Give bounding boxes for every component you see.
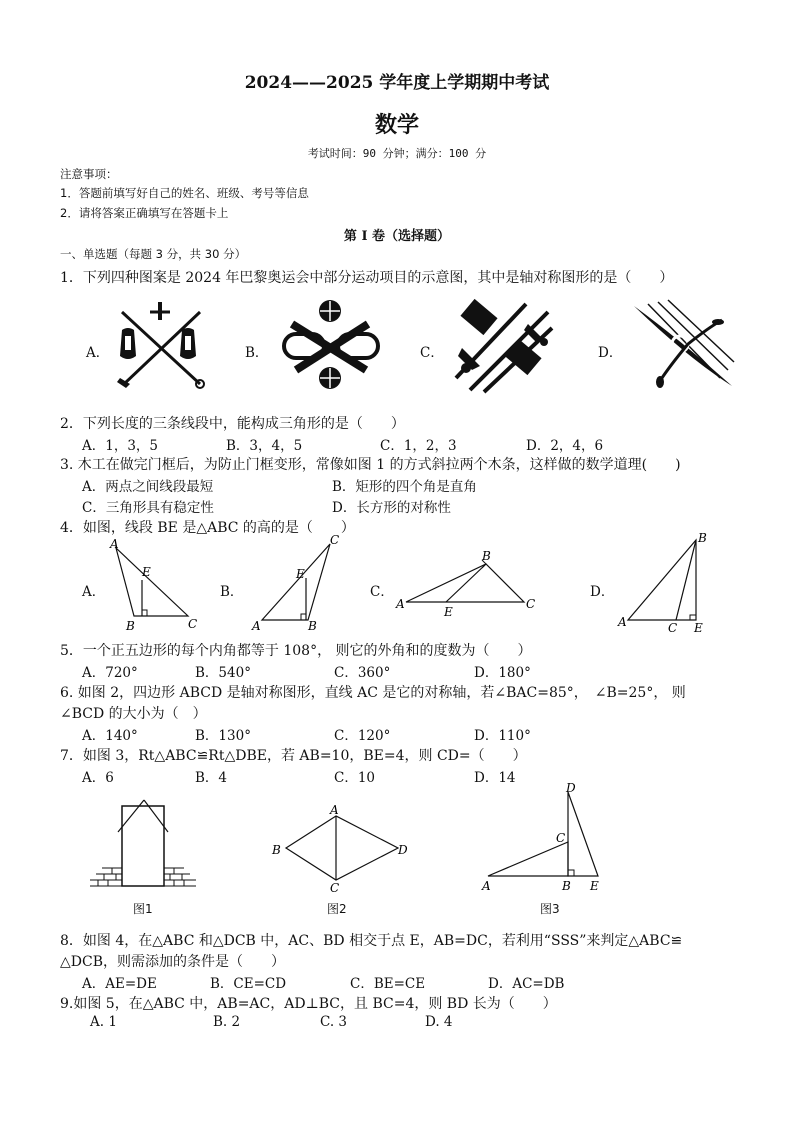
option-label: D．14: [474, 770, 516, 786]
svg-text:A: A: [252, 619, 261, 633]
svg-text:A: A: [330, 803, 339, 817]
question-stem: 4．如图，线段 BE 是△ABC 的高的是（ ）: [60, 520, 355, 536]
option-label: B．130°: [195, 728, 251, 744]
triangle-diagram-d: [616, 531, 716, 635]
option-label: D．180°: [474, 665, 531, 681]
option-label: A．6: [82, 770, 114, 786]
right-triangles-figure: [480, 780, 610, 892]
fencing-icon: [112, 298, 212, 393]
svg-text:D: D: [566, 781, 576, 795]
option-label: C．10: [334, 770, 376, 786]
svg-text:E: E: [694, 621, 703, 635]
svg-text:B: B: [482, 549, 491, 563]
question-stem: 7．如图 3，Rt△ABC≌Rt△DBE，若 AB=10，BE=4，则 CD=（ ）: [60, 748, 527, 764]
subject-title: 数学: [374, 112, 419, 138]
svg-text:C: C: [330, 881, 340, 895]
option-label: A．: [82, 584, 106, 600]
question-stem: 8．如图 4，在△ABC 和△DCB 中，AC、BD 相交于点 E，AB=DC，若利用“SSS”来判定△ABC≌: [60, 933, 683, 949]
option-label: A. 1: [90, 1014, 117, 1030]
svg-text:C: C: [556, 831, 566, 845]
option-label: B．: [220, 584, 244, 600]
question-stem: 5．一个正五边形的每个内角都等于 108°， 则它的外角和的度数为（ ）: [60, 643, 532, 659]
question-stem: 2．下列长度的三条线段中，能构成三角形的是（ ）: [60, 416, 405, 432]
svg-text:E: E: [296, 567, 305, 581]
svg-text:C: C: [526, 597, 536, 611]
question-stem-cont: ∠BCD 的大小为（ ）: [60, 706, 207, 722]
svg-text:C: C: [668, 621, 678, 635]
option-label: B．: [245, 345, 269, 361]
svg-text:D: D: [398, 843, 408, 857]
option-label: D．长方形的对称性: [332, 500, 451, 516]
svg-text:C: C: [188, 617, 198, 631]
option-label: A．AE=DE: [82, 976, 157, 992]
question-stem: 6. 如图 2，四边形 ABCD 是轴对称图形，直线 AC 是它的对称轴，若∠BAC=85°， ∠B=25°， 则: [60, 685, 686, 701]
option-label: C．三角形具有稳定性: [82, 500, 214, 516]
basketball-icon: [282, 298, 382, 393]
option-label: A．1，3，5: [82, 438, 159, 454]
option-label: A．720°: [82, 665, 138, 681]
svg-text:A: A: [110, 537, 119, 551]
option-label: A．140°: [82, 728, 138, 744]
svg-text:E: E: [142, 565, 151, 579]
svg-text:A: A: [618, 615, 627, 629]
exam-meta: 考试时间：90 分钟；满分：100 分: [307, 147, 487, 160]
figure-caption: 图2: [327, 902, 347, 916]
triangle-diagram-b: [250, 533, 350, 633]
svg-text:B: B: [698, 531, 707, 545]
svg-text:B: B: [126, 619, 135, 633]
question-stem: 1．下列四种图案是 2024 年巴黎奥运会中部分运动项目的示意图，其中是轴对称图形的是（ ）: [60, 270, 674, 286]
svg-text:C: C: [330, 533, 340, 547]
svg-text:A: A: [396, 597, 405, 611]
option-label: C．1，2，3: [380, 438, 457, 454]
option-label: B. 2: [213, 1014, 241, 1030]
option-label: A．两点之间线段最短: [82, 479, 214, 495]
option-label: B．540°: [195, 665, 251, 681]
option-label: D．AC=DB: [488, 976, 565, 992]
option-label: B．CE=CD: [210, 976, 287, 992]
question-stem-cont: △DCB，则需添加的条件是（ ）: [60, 954, 285, 970]
option-label: D．: [590, 584, 615, 600]
triangle-diagram-a: [108, 537, 208, 633]
option-label: C．BE=CE: [350, 976, 426, 992]
option-label: C．: [420, 345, 444, 361]
section-title: 第 I 卷（选择题）: [343, 229, 451, 244]
notes-heading: 注意事项：: [60, 167, 118, 181]
badminton-icon: [448, 298, 558, 393]
option-label: C. 3: [320, 1014, 348, 1030]
triangle-diagram-c: [396, 549, 544, 620]
question-stem: 9.如图 5，在△ABC 中，AB=AC，AD⊥BC，且 BC=4，则 BD 长为（ ）: [60, 996, 557, 1012]
option-label: B．3，4，5: [226, 438, 303, 454]
option-label: C．120°: [334, 728, 391, 744]
kite-figure: [270, 803, 410, 895]
option-label: B．矩形的四个角是直角: [332, 479, 477, 495]
option-label: D．: [598, 345, 623, 361]
option-label: C．: [370, 584, 394, 600]
note-item: 2．请将答案正确填写在答题卡上: [60, 206, 229, 220]
option-label: A．: [86, 345, 110, 361]
exam-title: 2024——2025 学年度上学期期中考试: [244, 73, 550, 93]
kayak-icon: [628, 298, 738, 393]
svg-text:B: B: [562, 879, 571, 893]
svg-text:E: E: [590, 879, 599, 893]
part-title: 一、单选题（每题 3 分，共 30 分）: [60, 247, 247, 261]
option-label: D．110°: [474, 728, 531, 744]
figure-caption: 图3: [540, 902, 560, 916]
figure-caption: 图1: [133, 902, 153, 916]
option-label: D．2，4，6: [526, 438, 604, 454]
door-frame-figure: [88, 796, 198, 888]
svg-text:E: E: [444, 605, 453, 619]
svg-text:A: A: [482, 879, 491, 893]
option-label: D. 4: [425, 1014, 453, 1030]
question-stem: 3. 木工在做完门框后，为防止门框变形，常像如图 1 的方式斜拉两个木条，这样做的数学道理( ): [60, 457, 681, 473]
svg-text:B: B: [308, 619, 317, 633]
option-label: C．360°: [334, 665, 391, 681]
option-label: B．4: [195, 770, 228, 786]
svg-text:B: B: [272, 843, 281, 857]
note-item: 1．答题前填写好自己的姓名、班级、考号等信息: [60, 186, 309, 200]
